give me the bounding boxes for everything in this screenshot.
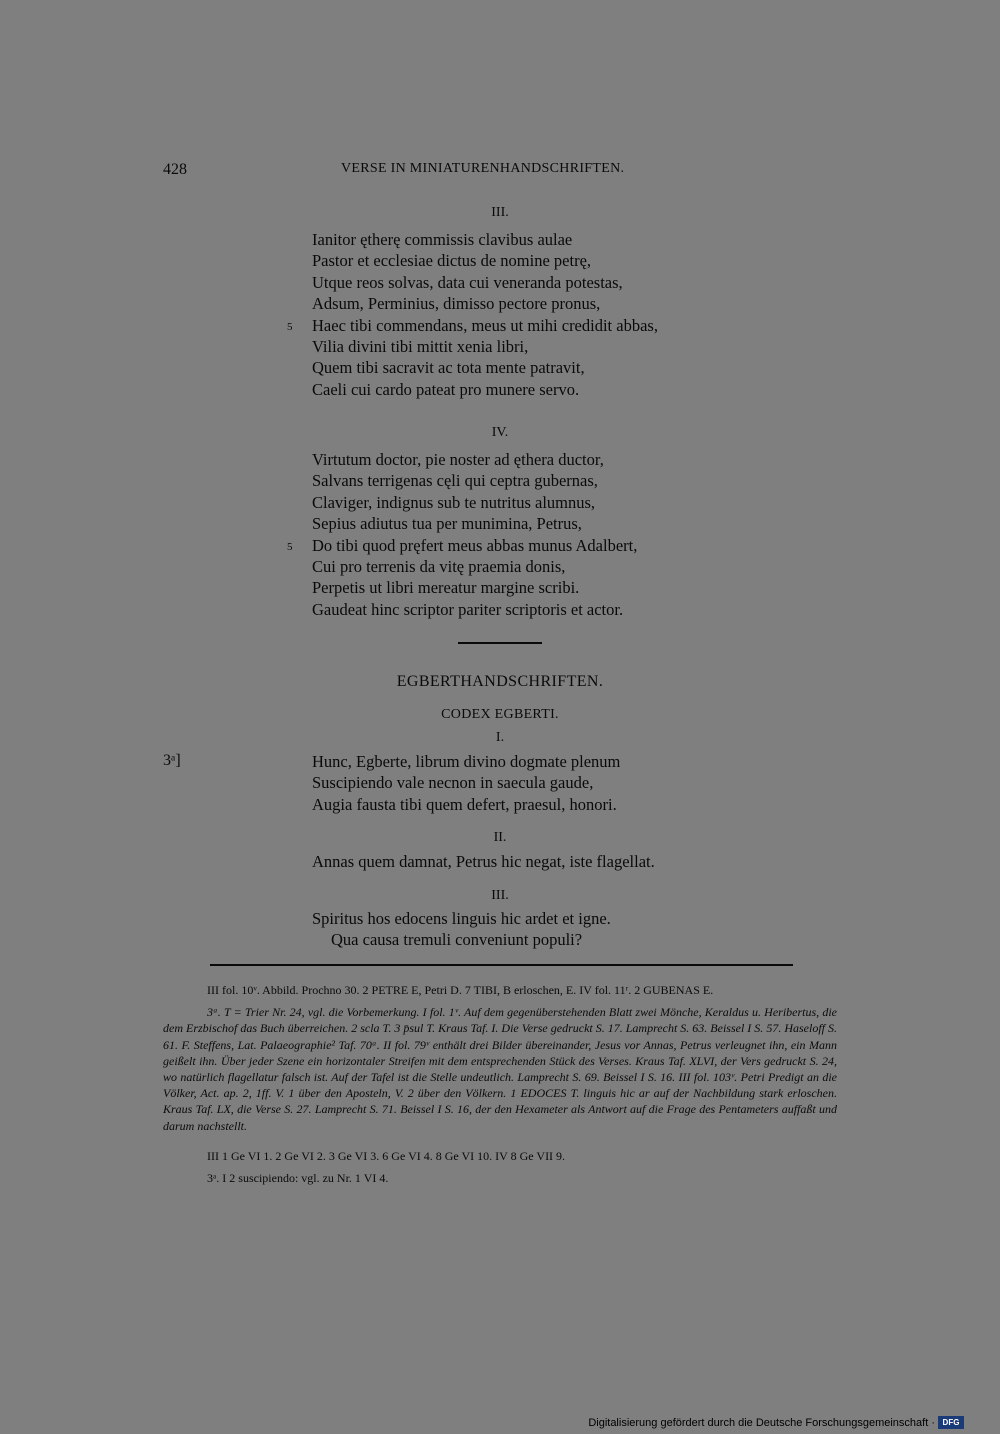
margin-label: 3ᵃ] <box>163 752 181 769</box>
verse-line: Utque reos solvas, data cui veneranda potestas, <box>312 272 623 292</box>
section-divider <box>458 642 542 644</box>
footnote-rule <box>210 964 793 966</box>
dfg-logo-icon: DFG <box>938 1416 964 1429</box>
egb-ii-heading: II. <box>493 830 507 845</box>
verse-line: Spiritus hos edocens linguis hic ardet et igne. <box>312 909 611 928</box>
verse-line: Salvans terrigenas cęli qui ceptra gubernas, <box>312 471 598 491</box>
verse-line: Claviger, indignus sub te nutritus alumnus, <box>312 492 596 512</box>
verse-line: Caeli cui cardo pateat pro munere servo. <box>312 379 580 399</box>
line-number: 5 <box>287 321 293 333</box>
verse-line: Augia fausta tibi quem defert, praesul, honori. <box>312 794 617 814</box>
footnotes <box>163 982 837 1192</box>
footer-text: Digitalisierung gefördert durch die Deutsche Forschungsgemeinschaft · <box>588 1416 935 1429</box>
verse-line: Gaudeat hinc scriptor pariter scriptoris et actor. <box>312 599 624 619</box>
page-number: 428 <box>163 161 187 178</box>
note-commentary: 3ᵃ. T = Trier Nr. 24, vgl. die Vorbemerkung. I fol. 1ᵛ. Auf dem gegenüberstehenden Blatt zwei Mönche, Keraldus u. Heribertus, die dem Erzbischof das Buch überreichen. 2 scla T. 3 p̄sul T. Kraus Taf. I. Die Verse gedruckt S. 17. Lamprecht S. 63. Beissel I S. 57. Haseloff S. 61. F. Steffens, Lat. Palaeographie² Taf. 70ᵃ. II fol. 79ᵛ enthält drei Bilder übereinander, Jesus vor Annas, Petrus verleugnet ihn, ein Mann geißelt ihn. Über jeder Szene ein horizontaler Streifen mit dem entsprechenden Stück des Verses. Kraus Taf. XLVI, der Vers gedruckt S. 24, wo natürlich flagellatur falsch ist. Auf der Tafel ist die Stelle undeutlich. Lamprecht S. 69. Beissel I S. 16. III fol. 103ᵛ. Petri Predigt an die Völker, Act. ap. 2, 1ff. V. 1 über den Aposteln, V. 2 über den Völkern. 1 EDOCES T. linguis hic ar auf der Nachbildung stark erloschen. Kraus Taf. LX, die Verse S. 27. Lamprecht S. 71. Beissel I S. 16, der den Hexameter als Antwort auf die Frage des Pentameters auffaßt und darum nachstellt. <box>163 1005 837 1133</box>
egb-i-heading: I. <box>495 730 505 745</box>
verse-line: Hunc, Egberte, librum divino dogmate plenum <box>312 752 621 771</box>
egb-iii-heading: III. <box>491 888 509 903</box>
verse-line: Adsum, Perminius, dimisso pectore pronus, <box>312 294 601 314</box>
line-number: 5 <box>287 541 293 553</box>
running-head: VERSE IN MINIATURENHANDSCHRIFTEN. <box>341 161 625 176</box>
verse-line: Virtutum doctor, pie noster ad ęthera ductor, <box>312 450 604 469</box>
verse-line: Quem tibi sacravit ac tota mente patravit, <box>312 358 585 378</box>
verse-line: Do tibi quod pręfert meus abbas munus Adalbert, <box>312 535 638 555</box>
verse-line: Qua causa tremuli conveniunt populi? <box>331 930 583 950</box>
section-title: EGBERTHANDSCHRIFTEN. <box>396 673 604 690</box>
verse-line: Haec tibi commendans, meus ut mihi credidit abbas, <box>312 315 658 335</box>
verse-line: Cui pro terrenis da vitę praemia donis, <box>312 557 566 577</box>
verse-line: Sepius adiutus tua per munimina, Petrus, <box>312 514 582 534</box>
note-apparatus: III fol. 10ᵛ. Abbild. Prochno 30. 2 PETRE E, Petri D. 7 TIBI, B erloschen, E. IV fol. 11ʳ. 2 GUBENAS E. <box>207 983 714 997</box>
poem-iv-heading: IV. <box>491 425 509 440</box>
poem-iv <box>312 449 637 620</box>
poem-iii <box>312 229 658 400</box>
footer <box>588 1416 964 1429</box>
verse-line: Annas quem damnat, Petrus hic negat, iste flagellat. <box>312 852 655 871</box>
poem-iii-heading: III. <box>491 205 509 220</box>
verse-line: Ianitor ętherę commissis clavibus aulae <box>312 230 573 249</box>
egb-iii <box>312 908 611 951</box>
codex-title: CODEX EGBERTI. <box>441 707 559 722</box>
egb-i <box>312 751 620 815</box>
verse-line: Pastor et ecclesiae dictus de nomine petrę, <box>312 251 592 271</box>
verse-line: Vilia divini tibi mittit xenia libri, <box>312 337 529 357</box>
note-sources: III 1 Ge VI 1. 2 Ge VI 2. 3 Ge VI 3. 6 Ge VI 4. 8 Ge VI 10. IV 8 Ge VII 9. <box>207 1148 566 1163</box>
egb-ii <box>312 851 655 872</box>
note-reference: 3ᵃ. I 2 suscipiendo: vgl. zu Nr. 1 VI 4. <box>207 1171 389 1186</box>
verse-line: Perpetis ut libri mereatur margine scribi. <box>312 578 580 598</box>
verse-line: Suscipiendo vale necnon in saecula gaude, <box>312 773 594 793</box>
